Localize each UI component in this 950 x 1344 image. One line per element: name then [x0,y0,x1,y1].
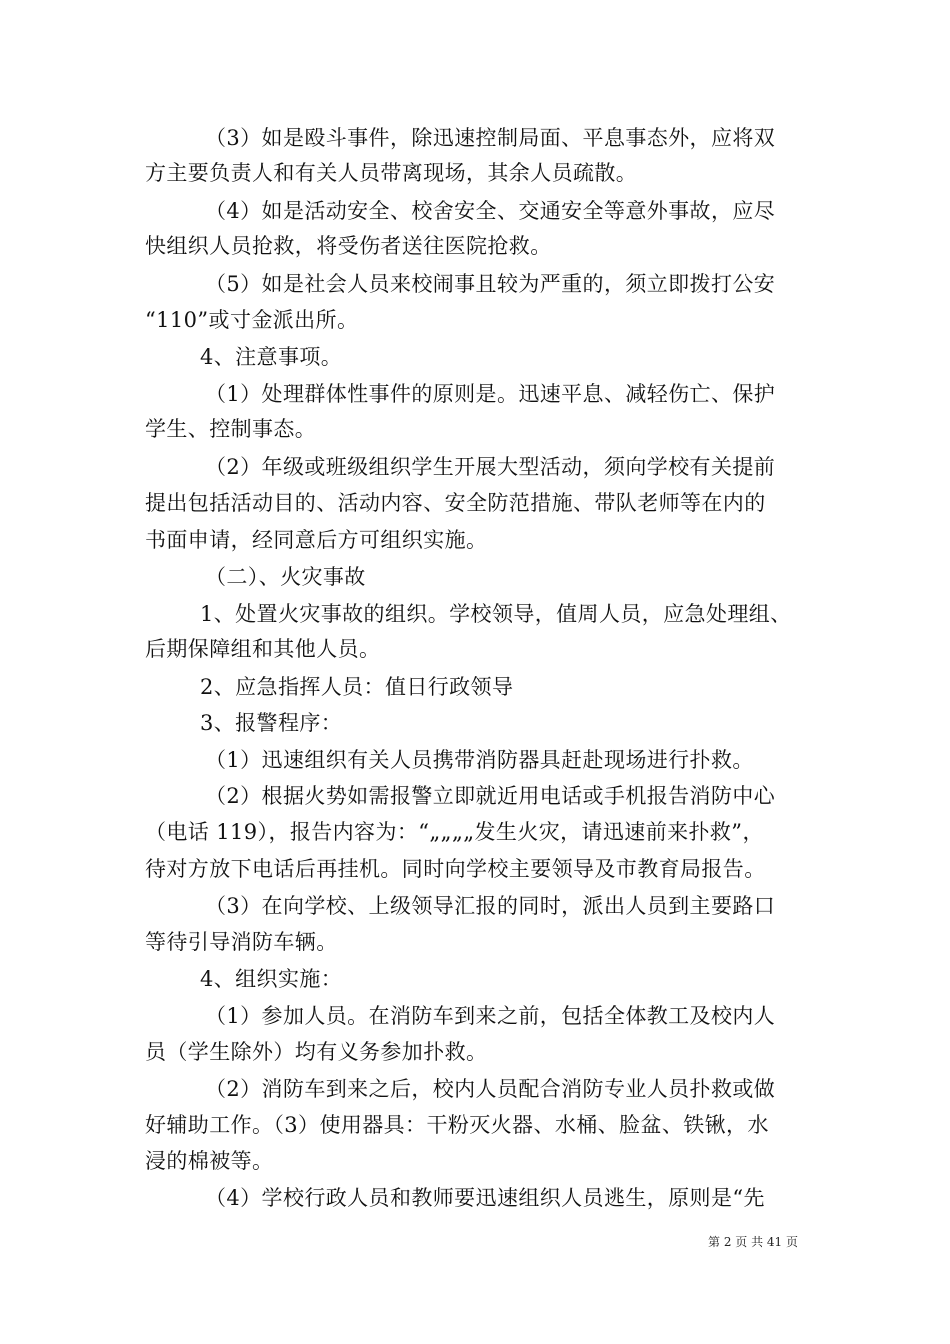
text-line: 方主要负责人和有关人员带离现场，其余人员疏散。 [145,161,638,185]
text-line: （3）在向学校、上级领导汇报的同时，派出人员到主要路口 [205,894,776,918]
text-line: 学生、控制事态。 [145,417,317,441]
text-line: （1）处理群体性事件的原则是。迅速平息、减轻伤亡、保护 [205,382,776,406]
text-line: 等待引导消防车辆。 [145,930,338,954]
text-line: （1）参加人员。在消防车到来之前，包括全体教工及校内人 [205,1004,776,1028]
text-line: “110”或寸金派出所。 [145,308,359,332]
text-line: 员（学生除外）均有义务参加扑救。 [145,1040,488,1064]
text-line: 待对方放下电话后再挂机。同时向学校主要领导及市教育局报告。 [145,857,766,881]
text-line: （1）迅速组织有关人员携带消防器具赶赴现场进行扑救。 [205,748,754,772]
text-line: 1、处置火灾事故的组织。学校领导，值周人员，应急处理组、 [200,602,792,626]
text-line: 后期保障组和其他人员。 [145,637,381,661]
section-heading: 4、注意事项。 [200,345,343,369]
text-line: （5）如是社会人员来校闹事且较为严重的，须立即拨打公安 [205,272,776,296]
section-heading: 2、应急指挥人员：值日行政领导 [200,675,514,699]
text-line: （2）消防车到来之后，校内人员配合消防专业人员扑救或做 [205,1077,776,1101]
text-line: 书面申请，经同意后方可组织实施。 [145,528,488,552]
text-line: （2）根据火势如需报警立即就近用电话或手机报告消防中心 [205,784,776,808]
text-line: （电话 119），报告内容为：“„„„„发生火灾，请迅速前来扑救”， [145,820,764,844]
section-heading: 4、组织实施： [200,967,343,991]
text-line: （2）年级或班级组织学生开展大型活动，须向学校有关提前 [205,455,776,479]
text-line: 浸的棉被等。 [145,1149,274,1173]
page-number: 第 2 页 共 41 页 [708,1235,798,1249]
text-line: （4）学校行政人员和教师要迅速组织人员逃生，原则是“先 [205,1186,765,1210]
section-heading: （二）、火灾事故 [205,565,366,589]
text-line: 快组织人员抢救，将受伤者送往医院抢救。 [145,234,552,258]
section-heading: 3、报警程序： [200,711,343,735]
text-line: （4）如是活动安全、校舍安全、交通安全等意外事故，应尽 [205,199,776,223]
text-line: （3）如是殴斗事件，除迅速控制局面、平息事态外，应将双 [205,126,776,150]
text-line: 好辅助工作。（3）使用器具：干粉灭火器、水桶、脸盆、铁锹，水 [145,1113,769,1137]
text-line: 提出包括活动目的、活动内容、安全防范措施、带队老师等在内的 [145,491,766,515]
